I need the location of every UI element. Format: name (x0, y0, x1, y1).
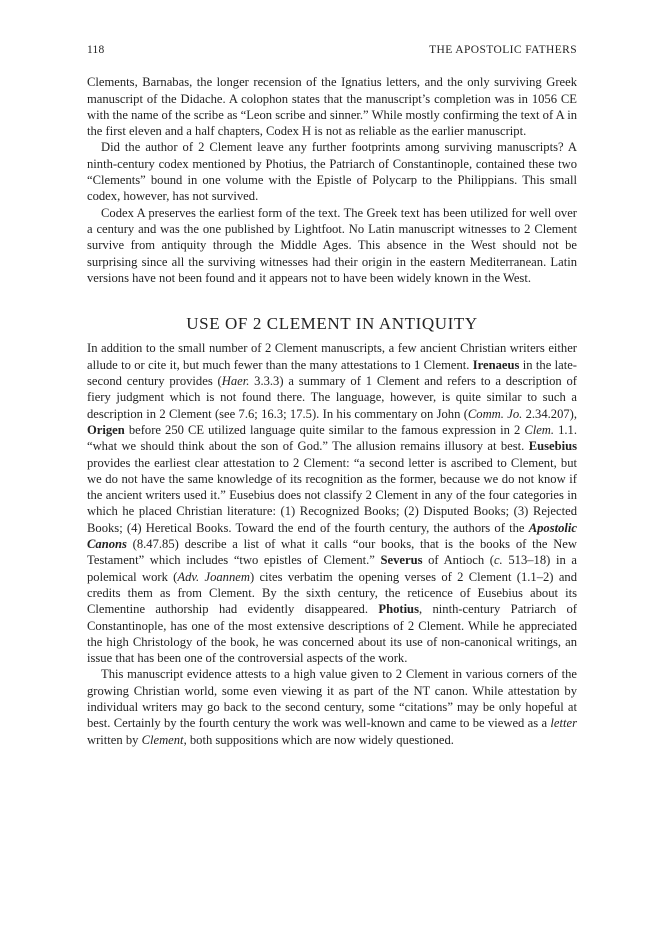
paragraph-antiquity: In addition to the small number of 2 Clement manuscripts, a few ancient Christian writers either allude to or cite it, but much fewer than the many attestations to 1 Clement. Irenaeus in the late-second century provides (Haer. 3.3.3) a summary of 1 Clement and refers to a description of fiery judgment which is not found there. The language, however, is quite similar to such a description in 2 Clement (see 7.6; 16.3; 17.5). In his commentary on John (Comm. Jo. 2.34.207), Origen before 250 CE utilized language quite similar to the famous expression in 2 Clem. 1.1. “what we should think about the son of God.” The allusion remains illusory at best. Eusebius provides the earliest clear attestation to 2 Clement: “a second letter is ascribed to Clement, but we do not have the same knowledge of its recognition as the former, because we do not know if the ancient writers used it.” Eusebius does not classify 2 Clement in any of the four categories in which he placed Christian literature: (1) Recognized Books; (2) Disputed Books; (3) Rejected Books; (4) Heretical Books. Toward the end of the fourth century, the authors of the Apostolic Canons (8.47.85) describe a list of what it calls “our books, that is the books of the New Testament” which includes “two epistles of Clement.” Severus of Antioch (c. 513–18) in a polemical work (Adv. Joannem) cites verbatim the opening verses of 2 Clement (1.1–2) and credits them as from Clement. By the sixth century, the reticence of Eusebius about its Clementine authorship had evidently disappeared. Photius, ninth-century Patriarch of Constantinople, has one of the most extensive descriptions of 2 Clement. While he appreciated the high Christology of the book, he was concerned about its use of non-canonical writings, an issue that has been one of the controversial aspects of the work. (87, 341, 578, 666)
paragraph-codex-a: Codex A preserves the earliest form of the text. The Greek text has been utilized for well over a century and was the one published by Lightfoot. No Latin manuscript witnesses to 2 Clement survive from antiquity through the Middle Ages. This absence in the West should not be surprising since all the surviving witnesses had their origin in the eastern Mediterranean. Latin versions have not been found and it appears not to have been widely known in the West. (87, 205, 577, 285)
paragraph-footprints: Did the author of 2 Clement leave any further footprints among surviving manuscripts? A ninth-century codex mentioned by Photius, the Patriarch of Constantinople, contained these two “Clements” bound in one volume with the Epistle of Polycarp to the Philippians. This small codex, however, has not survived. (87, 140, 577, 204)
page-number: 118 (87, 44, 105, 56)
section-heading: USE OF 2 CLEMENT IN ANTIQUITY (186, 314, 478, 334)
name-severus: Severus (380, 553, 423, 568)
paragraph-manuscript-evidence: This manuscript evidence attests to a high value given to 2 Clement in various corners of the growing Christian world, some even viewing it as part of the NT canon. While attestation by individual writers may go back to the second century, some “citations” may be only hopeful at best. Certainly by the fourth century the work was well-known and came to be viewed as a letter written by Clement, both suppositions which are now widely questioned. (87, 667, 577, 747)
name-eusebius: Eusebius (528, 439, 577, 454)
running-title: THE APOSTOLIC FATHERS (429, 44, 577, 56)
name-irenaeus: Irenaeus (472, 357, 520, 372)
running-header (87, 42, 577, 58)
book-page (87, 42, 577, 748)
paragraph-codex-h: Clements, Barnabas, the longer recension of the Ignatius letters, and the only surviving Greek manuscript of the Didache. A colophon states that the manuscript’s completion was in 1056 CE with the name of the scribe as “Leon scribe and sinner.” While mostly confirming the text of A in the first eleven and a half chapters, Codex H is not as reliable as the earlier manuscript. (87, 75, 577, 139)
name-photius: Photius (378, 602, 419, 617)
title-apostolic-canons: Apostolic Canons (87, 520, 577, 552)
name-origen: Origen (87, 422, 125, 437)
